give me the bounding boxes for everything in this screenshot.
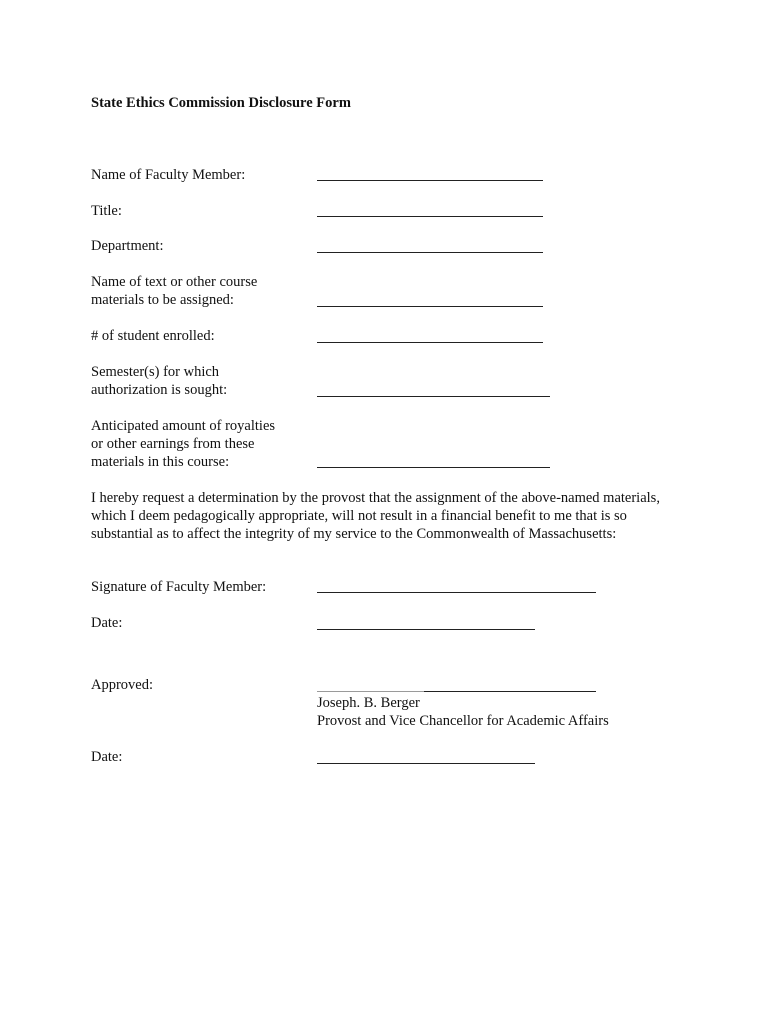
title-label: Title:: [91, 203, 122, 219]
title-field[interactable]: [317, 216, 543, 217]
semester-field[interactable]: [317, 396, 550, 397]
faculty-name-label: Name of Faculty Member:: [91, 167, 246, 183]
signature-label: Signature of Faculty Member:: [91, 579, 267, 595]
department-label: Department:: [91, 238, 164, 254]
request-paragraph: I hereby request a determination by the provost that the assignment of the above-named materials, which I deem pedagogically appropriate, will not result in a financial benefit to me that is so substantial as to affect the integrity of my service to the Commonwealth of Massachusetts:: [91, 490, 660, 542]
date-label: Date:: [91, 615, 123, 631]
course-materials-label: Name of text or other course materials to be assigned:: [91, 274, 258, 308]
students-enrolled-field[interactable]: [317, 342, 543, 343]
approval-signature-line-faint: [317, 691, 424, 692]
royalties-label: Anticipated amount of royalties or other earnings from these materials in this course:: [91, 418, 276, 470]
approver-title: Provost and Vice Chancellor for Academic Affairs: [317, 713, 609, 729]
approver-name: Joseph. B. Berger: [317, 695, 420, 711]
faculty-name-field[interactable]: [317, 180, 543, 181]
semester-label: Semester(s) for which authorization is sought:: [91, 364, 228, 398]
students-enrolled-label: # of student enrolled:: [91, 328, 215, 344]
form-title: State Ethics Commission Disclosure Form: [91, 95, 351, 111]
date-field[interactable]: [317, 629, 535, 630]
royalties-field[interactable]: [317, 467, 550, 468]
approval-date-field[interactable]: [317, 763, 535, 764]
approval-date-label: Date:: [91, 749, 123, 765]
signature-field[interactable]: [317, 592, 596, 593]
approval-signature-field[interactable]: [424, 691, 596, 692]
department-field[interactable]: [317, 252, 543, 253]
approved-label: Approved:: [91, 677, 154, 693]
course-materials-field[interactable]: [317, 306, 543, 307]
